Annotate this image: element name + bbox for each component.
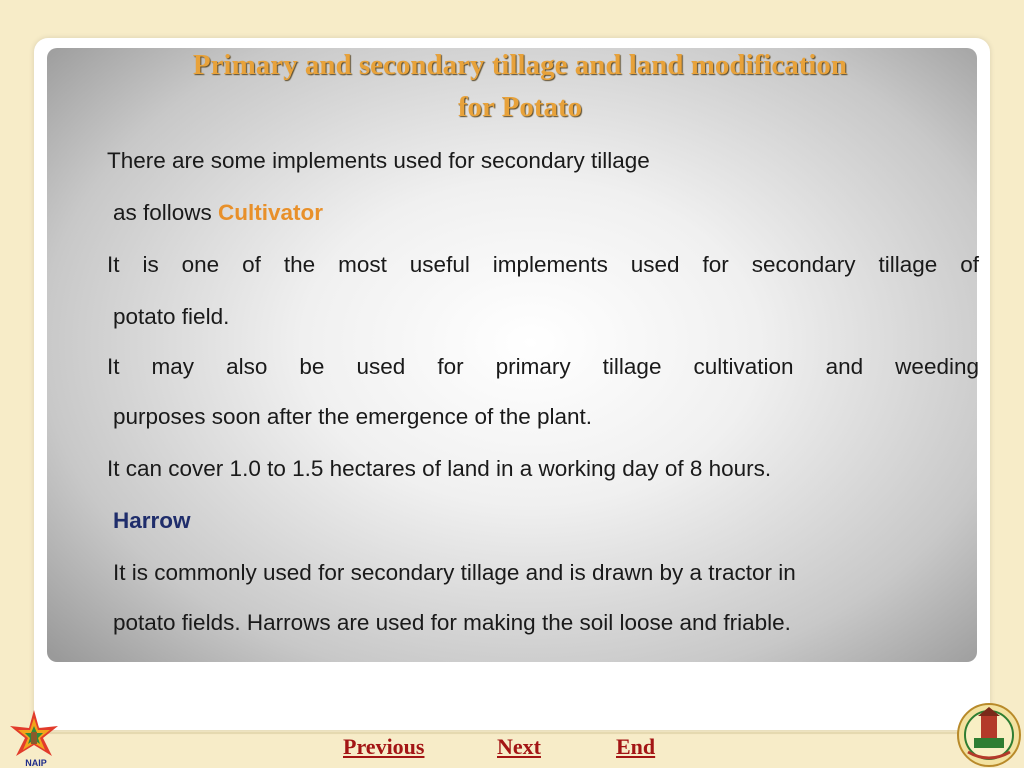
cultivator-para-2-line-2: purposes soon after the emergence of the plant. — [113, 404, 593, 429]
cultivator-para-1-line-2: potato field. — [113, 304, 230, 329]
harrow-heading: Harrow — [113, 508, 191, 533]
next-link[interactable]: Next — [497, 734, 541, 759]
naip-star-logo-icon — [0, 706, 72, 768]
previous-link[interactable]: Previous — [343, 734, 425, 759]
harrow-line-2: potato fields. Harrows are used for making the soil loose and friable. — [113, 610, 791, 635]
intro-line-1: There are some implements used for secondary tillage — [107, 148, 650, 173]
cultivator-para-3: It can cover 1.0 to 1.5 hectares of land in a working day of 8 hours. — [107, 456, 772, 481]
cultivator-para-2-line-1: It may also be used for primary tillage cultivation and weeding — [107, 354, 979, 379]
harrow-line-1: It is commonly used for secondary tillage and is drawn by a tractor in — [113, 560, 796, 585]
title-line-1: Primary and secondary tillage and land modification — [192, 49, 848, 81]
cultivator-para-1-line-1: It is one of the most useful implements used for secondary tillage of — [107, 252, 979, 277]
intro-line-2 — [113, 200, 323, 226]
university-emblem-icon — [954, 702, 1024, 768]
title-line-2: for Potato — [457, 91, 583, 123]
cultivator-heading: Cultivator — [218, 200, 324, 225]
naip-logo-text: NAIP — [25, 758, 47, 768]
end-link[interactable]: End — [616, 734, 656, 759]
slide-title — [60, 44, 980, 128]
intro-prefix: as follows — [113, 200, 219, 225]
